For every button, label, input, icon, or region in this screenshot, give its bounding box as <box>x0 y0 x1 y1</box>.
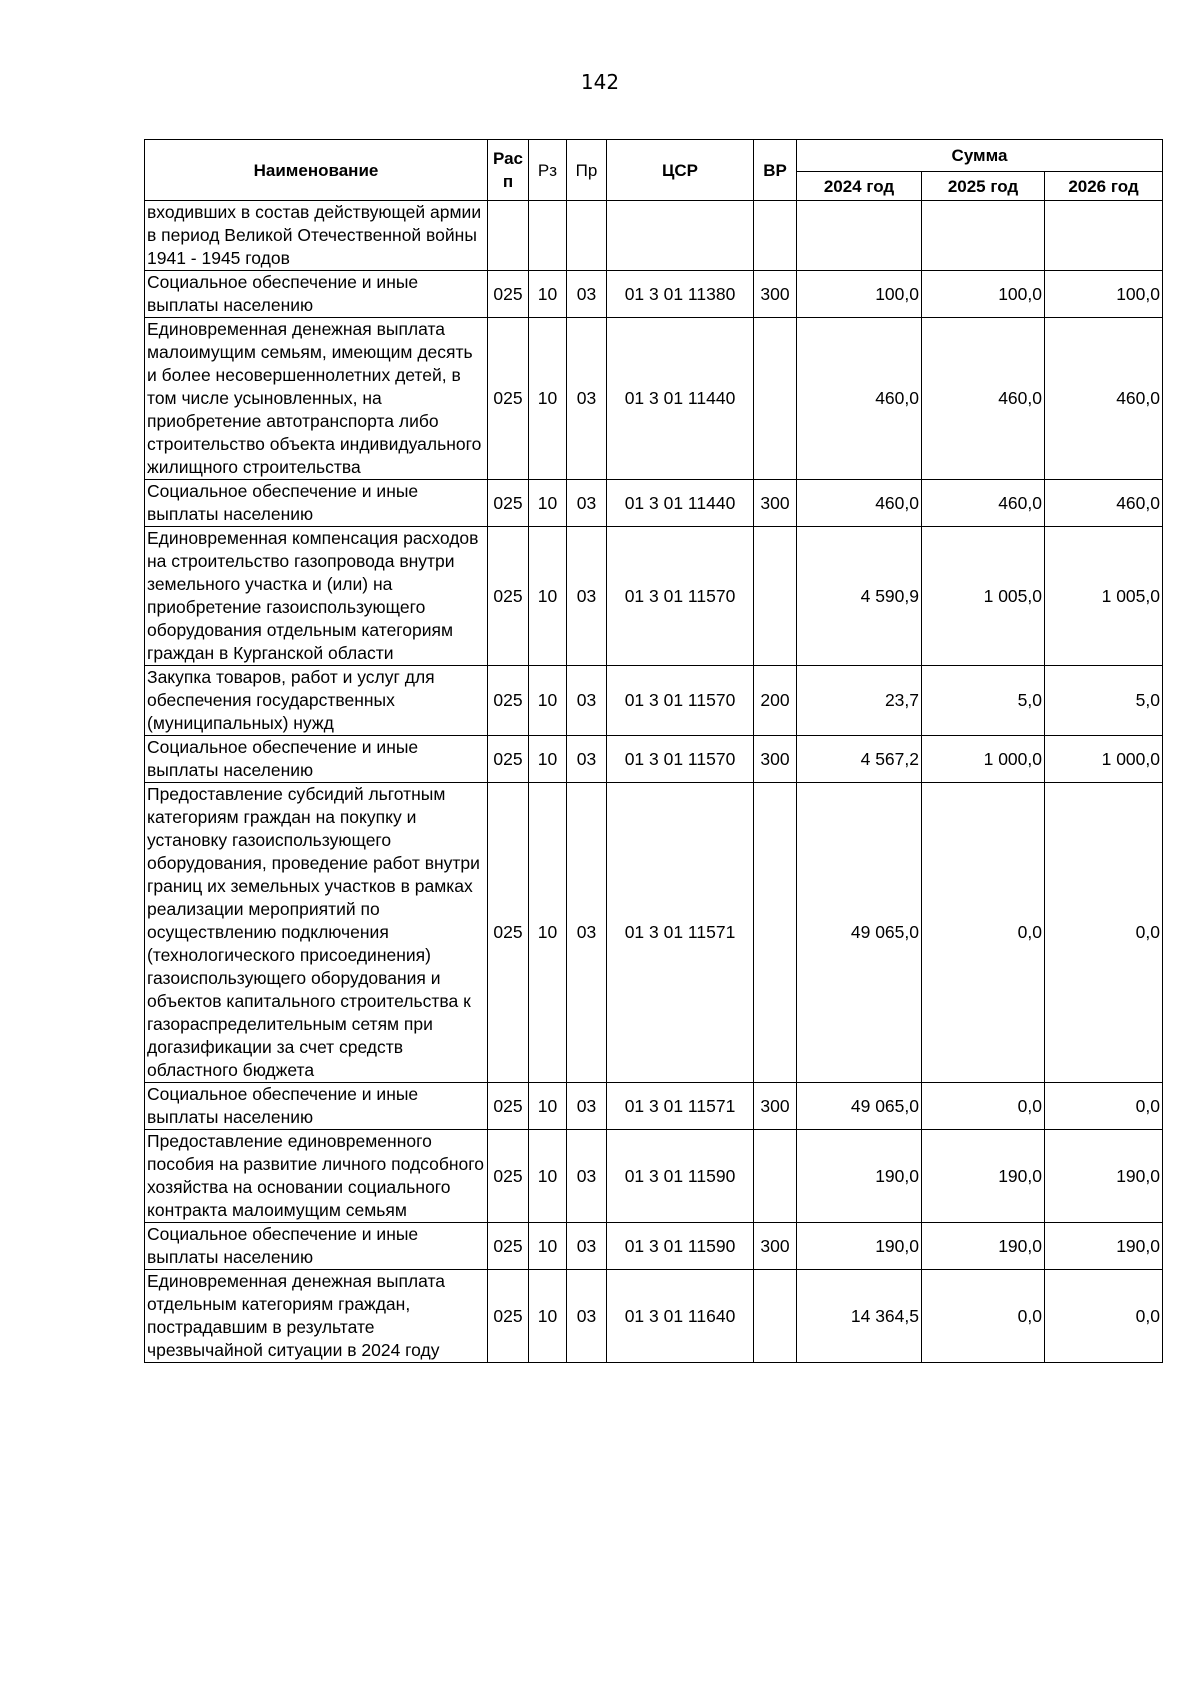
table-row <box>145 736 1163 783</box>
row-amount-2026-cell: 0,0 <box>1045 1083 1163 1130</box>
table-row <box>145 527 1163 666</box>
row-vr-cell <box>754 783 797 1083</box>
row-csr-cell: 01 3 01 11571 <box>607 1083 754 1130</box>
row-rz-cell: 10 <box>529 318 567 480</box>
row-amount-2026-cell: 460,0 <box>1045 480 1163 527</box>
row-rz-cell: 10 <box>529 1083 567 1130</box>
row-name-cell: Социальное обеспечение и иные выплаты населению <box>145 271 488 318</box>
row-pr-cell: 03 <box>567 1083 607 1130</box>
row-name-cell: Социальное обеспечение и иные выплаты населению <box>145 1083 488 1130</box>
table-row <box>145 783 1163 1083</box>
row-amount-2024-cell: 14 364,5 <box>797 1270 922 1363</box>
row-pr-cell: 03 <box>567 527 607 666</box>
header-csr: ЦСР <box>607 140 754 201</box>
header-vr: ВР <box>754 140 797 201</box>
row-pr-cell: 03 <box>567 271 607 318</box>
row-amount-2026-cell: 190,0 <box>1045 1223 1163 1270</box>
row-amount-2026-cell: 1 000,0 <box>1045 736 1163 783</box>
row-rz-cell: 10 <box>529 480 567 527</box>
row-amount-2024-cell: 49 065,0 <box>797 783 922 1083</box>
row-amount-2026-cell: 460,0 <box>1045 318 1163 480</box>
table-row <box>145 480 1163 527</box>
budget-table <box>144 139 1163 1363</box>
row-amount-2024-cell: 4 590,9 <box>797 527 922 666</box>
header-sum: Сумма <box>797 140 1163 172</box>
row-vr-cell: 300 <box>754 480 797 527</box>
row-vr-cell <box>754 318 797 480</box>
row-rz-cell: 10 <box>529 1130 567 1223</box>
header-rasp: Рас п <box>488 140 529 201</box>
row-pr-cell: 03 <box>567 1130 607 1223</box>
row-amount-2024-cell: 23,7 <box>797 666 922 736</box>
row-vr-cell: 300 <box>754 736 797 783</box>
row-rz-cell: 10 <box>529 527 567 666</box>
row-csr-cell: 01 3 01 11440 <box>607 480 754 527</box>
page-number: 142 <box>580 70 620 94</box>
row-pr-cell: 03 <box>567 1270 607 1363</box>
row-amount-2024-cell: 49 065,0 <box>797 1083 922 1130</box>
row-rasp-cell: 025 <box>488 1223 529 1270</box>
row-rz-cell: 10 <box>529 783 567 1083</box>
row-amount-2025-cell: 100,0 <box>922 271 1045 318</box>
row-vr-cell: 200 <box>754 666 797 736</box>
row-amount-2026-cell: 5,0 <box>1045 666 1163 736</box>
header-pr: Пр <box>567 140 607 201</box>
row-vr-cell: 300 <box>754 271 797 318</box>
row-vr-cell: 300 <box>754 1223 797 1270</box>
row-name-cell: Предоставление единовременного пособия на развитие личного подсобного хозяйства на основании социального контракта малоимущим семьям <box>145 1130 488 1223</box>
row-csr-cell: 01 3 01 11570 <box>607 666 754 736</box>
row-rasp-cell: 025 <box>488 736 529 783</box>
table-row <box>145 666 1163 736</box>
row-csr-cell: 01 3 01 11440 <box>607 318 754 480</box>
row-rasp-cell: 025 <box>488 666 529 736</box>
header-rz: Рз <box>529 140 567 201</box>
row-name-cell: Единовременная компенсация расходов на строительство газопровода внутри земельного участка и (или) на приобретение газоиспользующего оборудования отдельным категориям граждан в Курганской области <box>145 527 488 666</box>
row-amount-2024-cell: 460,0 <box>797 480 922 527</box>
row-rasp-cell: 025 <box>488 1270 529 1363</box>
row-pr-cell: 03 <box>567 666 607 736</box>
row-csr-cell: 01 3 01 11590 <box>607 1223 754 1270</box>
row-vr-cell <box>754 527 797 666</box>
row-rz-cell: 10 <box>529 1270 567 1363</box>
row-amount-2025-cell: 0,0 <box>922 1083 1045 1130</box>
row-pr-cell: 03 <box>567 736 607 783</box>
row-pr-cell <box>567 201 607 271</box>
row-amount-2026-cell: 100,0 <box>1045 271 1163 318</box>
row-name-cell: Предоставление субсидий льготным категориям граждан на покупку и установку газоиспользующего оборудования, проведение работ внутри границ их земельных участков в рамках реализации мероприятий по осуществлению подключения (технологического присоединения) газоиспользующего оборудования и объектов капитального строительства к газораспределительным сетям при догазификации за счет средств областного бюджета <box>145 783 488 1083</box>
row-amount-2025-cell: 460,0 <box>922 318 1045 480</box>
row-name-cell: Социальное обеспечение и иные выплаты населению <box>145 1223 488 1270</box>
header-year-2026: 2026 год <box>1045 172 1163 201</box>
row-csr-cell <box>607 201 754 271</box>
row-vr-cell <box>754 1270 797 1363</box>
table-row <box>145 318 1163 480</box>
row-amount-2025-cell <box>922 201 1045 271</box>
row-vr-cell <box>754 1130 797 1223</box>
row-rz-cell: 10 <box>529 666 567 736</box>
row-csr-cell: 01 3 01 11640 <box>607 1270 754 1363</box>
row-rasp-cell: 025 <box>488 527 529 666</box>
row-rasp-cell: 025 <box>488 480 529 527</box>
header-year-2025: 2025 год <box>922 172 1045 201</box>
row-amount-2025-cell: 460,0 <box>922 480 1045 527</box>
row-amount-2025-cell: 190,0 <box>922 1223 1045 1270</box>
row-amount-2024-cell: 100,0 <box>797 271 922 318</box>
row-amount-2024-cell: 190,0 <box>797 1130 922 1223</box>
row-pr-cell: 03 <box>567 318 607 480</box>
row-rz-cell: 10 <box>529 1223 567 1270</box>
row-amount-2024-cell: 460,0 <box>797 318 922 480</box>
row-amount-2026-cell <box>1045 201 1163 271</box>
row-amount-2024-cell: 4 567,2 <box>797 736 922 783</box>
row-amount-2025-cell: 0,0 <box>922 783 1045 1083</box>
row-name-cell: Единовременная денежная выплата отдельным категориям граждан, пострадавшим в результате чрезвычайной ситуации в 2024 году <box>145 1270 488 1363</box>
row-rasp-cell: 025 <box>488 271 529 318</box>
row-amount-2026-cell: 0,0 <box>1045 1270 1163 1363</box>
row-amount-2025-cell: 190,0 <box>922 1130 1045 1223</box>
row-name-cell: Единовременная денежная выплата малоимущим семьям, имеющим десять и более несовершеннолетних детей, в том числе усыновленных, на приобретение автотранспорта либо строительство объекта индивидуального жилищного строительства <box>145 318 488 480</box>
row-csr-cell: 01 3 01 11571 <box>607 783 754 1083</box>
header-name: Наименование <box>145 140 488 201</box>
row-csr-cell: 01 3 01 11570 <box>607 527 754 666</box>
table-row <box>145 1270 1163 1363</box>
row-rz-cell: 10 <box>529 736 567 783</box>
row-rasp-cell: 025 <box>488 318 529 480</box>
row-name-cell: Социальное обеспечение и иные выплаты населению <box>145 736 488 783</box>
table-row <box>145 1130 1163 1223</box>
row-rz-cell: 10 <box>529 271 567 318</box>
row-vr-cell <box>754 201 797 271</box>
row-name-cell: Социальное обеспечение и иные выплаты населению <box>145 480 488 527</box>
row-vr-cell: 300 <box>754 1083 797 1130</box>
row-amount-2024-cell <box>797 201 922 271</box>
table-body <box>145 201 1163 1363</box>
row-rasp-cell: 025 <box>488 1130 529 1223</box>
row-amount-2025-cell: 1 005,0 <box>922 527 1045 666</box>
row-amount-2025-cell: 5,0 <box>922 666 1045 736</box>
row-pr-cell: 03 <box>567 783 607 1083</box>
row-pr-cell: 03 <box>567 480 607 527</box>
row-amount-2026-cell: 1 005,0 <box>1045 527 1163 666</box>
table-row <box>145 1223 1163 1270</box>
table-row <box>145 201 1163 271</box>
row-amount-2025-cell: 0,0 <box>922 1270 1045 1363</box>
row-csr-cell: 01 3 01 11570 <box>607 736 754 783</box>
row-rasp-cell: 025 <box>488 1083 529 1130</box>
row-pr-cell: 03 <box>567 1223 607 1270</box>
row-amount-2026-cell: 0,0 <box>1045 783 1163 1083</box>
header-year-2024: 2024 год <box>797 172 922 201</box>
row-amount-2026-cell: 190,0 <box>1045 1130 1163 1223</box>
row-rasp-cell <box>488 201 529 271</box>
table-row <box>145 271 1163 318</box>
row-name-cell: входивших в состав действующей армии в период Великой Отечественной войны 1941 - 1945 годов <box>145 201 488 271</box>
row-amount-2025-cell: 1 000,0 <box>922 736 1045 783</box>
table-row <box>145 1083 1163 1130</box>
row-csr-cell: 01 3 01 11590 <box>607 1130 754 1223</box>
row-csr-cell: 01 3 01 11380 <box>607 271 754 318</box>
row-amount-2024-cell: 190,0 <box>797 1223 922 1270</box>
row-name-cell: Закупка товаров, работ и услуг для обеспечения государственных (муниципальных) нужд <box>145 666 488 736</box>
row-rz-cell <box>529 201 567 271</box>
row-rasp-cell: 025 <box>488 783 529 1083</box>
